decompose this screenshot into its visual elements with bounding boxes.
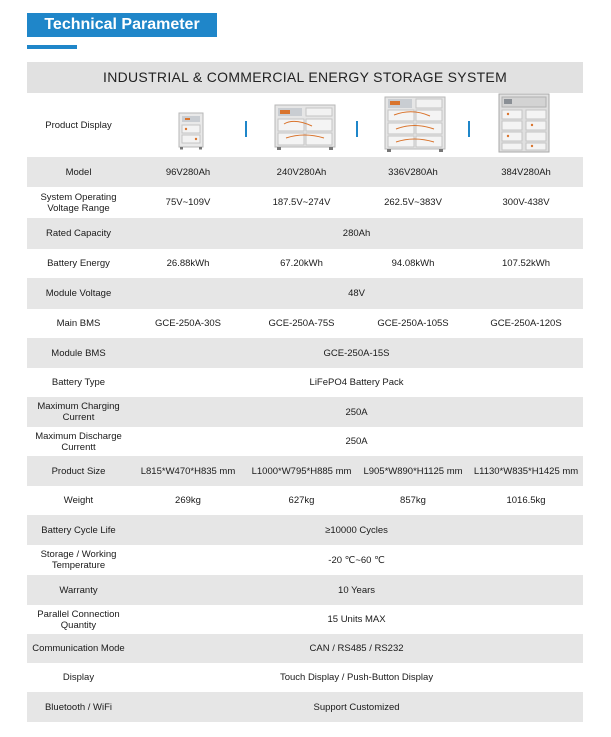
max-charging-label: Maximum Charging Current xyxy=(27,397,130,427)
parallel-value: 15 Units MAX xyxy=(130,605,583,634)
product-size-value: L905*W890*H1125 mm xyxy=(357,456,469,486)
module-voltage-value: 48V xyxy=(130,278,583,309)
product-size-value: L1000*W795*H885 mm xyxy=(246,456,357,486)
display-label: Display xyxy=(27,663,130,692)
display-value: Touch Display / Push-Button Display xyxy=(130,663,583,692)
product-images xyxy=(130,93,583,157)
table-row xyxy=(27,278,583,309)
product-size-value: L1130*W835*H1425 mm xyxy=(469,456,583,486)
rated-capacity-value: 280Ah xyxy=(130,218,583,249)
temperature-value: -20 ℃~60 ℃ xyxy=(130,545,583,575)
rated-capacity-label: Rated Capacity xyxy=(27,218,130,249)
table-row xyxy=(27,218,583,249)
model-value: 336V280Ah xyxy=(357,157,469,187)
communication-label: Communication Mode xyxy=(27,634,130,663)
weight-value: 857kg xyxy=(357,486,469,515)
warranty-value: 10 Years xyxy=(130,575,583,605)
product-image-96v xyxy=(178,112,204,150)
voltage-range-value: 262.5V~383V xyxy=(357,187,469,218)
model-label: Model xyxy=(27,157,130,187)
table-row xyxy=(27,368,583,397)
section-header-tab xyxy=(27,13,217,37)
product-size-label: Product Size xyxy=(27,456,130,486)
spec-table xyxy=(27,62,583,722)
bluetooth-label: Bluetooth / WiFi xyxy=(27,692,130,722)
table-row xyxy=(27,309,583,338)
warranty-label: Warranty xyxy=(27,575,130,605)
table-row xyxy=(27,575,583,605)
table-row xyxy=(27,486,583,515)
parallel-label: Parallel Connection Quantity xyxy=(27,605,130,634)
table-row xyxy=(27,338,583,368)
header-underline xyxy=(27,45,77,49)
voltage-range-label: System Operating Voltage Range xyxy=(27,187,130,218)
product-display-label: Product Display xyxy=(27,93,130,157)
product-display-row xyxy=(27,93,583,157)
table-row xyxy=(27,397,583,427)
main-bms-value: GCE-250A-75S xyxy=(246,309,357,338)
max-discharge-value: 250A xyxy=(130,427,583,456)
voltage-range-value: 75V~109V xyxy=(130,187,246,218)
weight-value: 269kg xyxy=(130,486,246,515)
table-title-row xyxy=(27,62,583,93)
product-image-240v xyxy=(274,104,336,150)
model-value: 96V280Ah xyxy=(130,157,246,187)
battery-type-label: Battery Type xyxy=(27,368,130,397)
battery-energy-value: 94.08kWh xyxy=(357,249,469,278)
weight-value: 627kg xyxy=(246,486,357,515)
main-bms-value: GCE-250A-30S xyxy=(130,309,246,338)
section-title: Technical Parameter xyxy=(44,16,200,33)
main-bms-value: GCE-250A-120S xyxy=(469,309,583,338)
table-row xyxy=(27,634,583,663)
model-value: 240V280Ah xyxy=(246,157,357,187)
product-image-384v xyxy=(498,93,550,155)
table-row xyxy=(27,545,583,575)
max-discharge-label: Maximum Discharge Currentt xyxy=(27,427,130,456)
module-bms-value: GCE-250A-15S xyxy=(130,338,583,368)
table-row xyxy=(27,249,583,278)
battery-energy-label: Battery Energy xyxy=(27,249,130,278)
weight-value: 1016.5kg xyxy=(469,486,583,515)
battery-energy-value: 26.88kWh xyxy=(130,249,246,278)
communication-value: CAN / RS485 / RS232 xyxy=(130,634,583,663)
separator-mark-3 xyxy=(468,121,470,137)
table-row xyxy=(27,456,583,486)
separator-mark-2 xyxy=(356,121,358,137)
table-row xyxy=(27,692,583,722)
module-bms-label: Module BMS xyxy=(27,338,130,368)
table-title: INDUSTRIAL & COMMERCIAL ENERGY STORAGE SYSTEM xyxy=(27,62,583,93)
product-size-value: L815*W470*H835 mm xyxy=(130,456,246,486)
max-charging-value: 250A xyxy=(130,397,583,427)
table-row xyxy=(27,515,583,545)
table-row xyxy=(27,427,583,456)
battery-energy-value: 107.52kWh xyxy=(469,249,583,278)
battery-energy-value: 67.20kWh xyxy=(246,249,357,278)
temperature-label: Storage / Working Temperature xyxy=(27,545,130,575)
voltage-range-value: 300V-438V xyxy=(469,187,583,218)
product-image-336v xyxy=(384,96,446,152)
table-row xyxy=(27,187,583,218)
weight-label: Weight xyxy=(27,486,130,515)
module-voltage-label: Module Voltage xyxy=(27,278,130,309)
cycle-life-value: ≥10000 Cycles xyxy=(130,515,583,545)
battery-type-value: LiFePO4 Battery Pack xyxy=(130,368,583,397)
bluetooth-value: Support Customized xyxy=(130,692,583,722)
voltage-range-value: 187.5V~274V xyxy=(246,187,357,218)
cycle-life-label: Battery Cycle Life xyxy=(27,515,130,545)
table-row xyxy=(27,605,583,634)
main-bms-label: Main BMS xyxy=(27,309,130,338)
model-value: 384V280Ah xyxy=(469,157,583,187)
separator-mark-1 xyxy=(245,121,247,137)
main-bms-value: GCE-250A-105S xyxy=(357,309,469,338)
table-row xyxy=(27,157,583,187)
table-row xyxy=(27,663,583,692)
